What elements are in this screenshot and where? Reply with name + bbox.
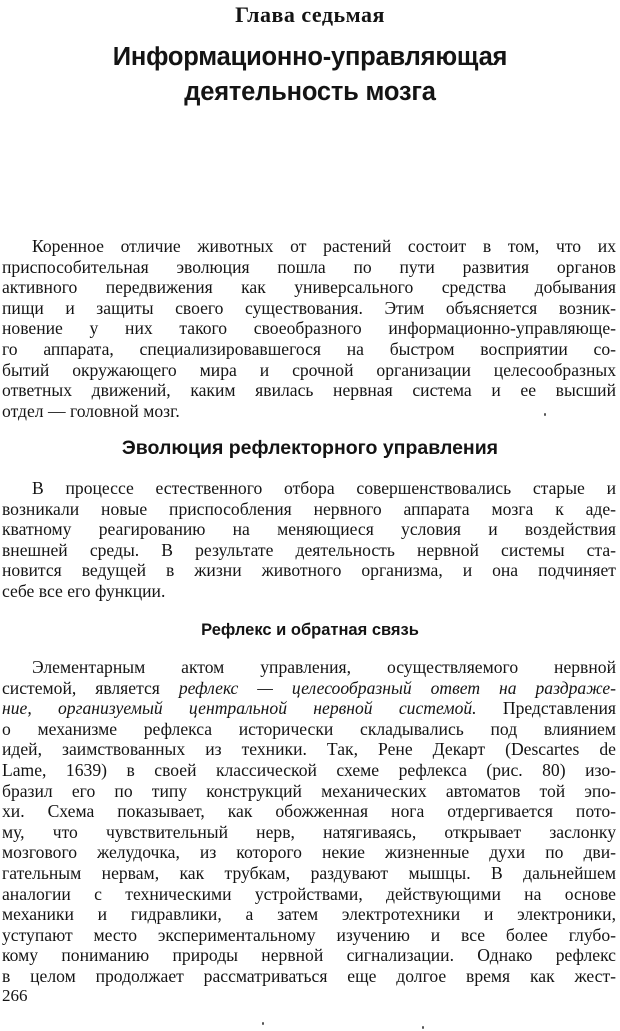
text-line: му, что чувствительный нерв, натягиваясь, открывает заслонку	[2, 821, 616, 842]
reflex-paragraph	[2, 657, 616, 987]
text-line: механики и гидравлики, а затем электротехники и электроники,	[2, 904, 616, 925]
text-line: приспособительная эволюция пошла по пути развития органов	[2, 256, 616, 277]
text-line: пищи и защиты своего существования. Этим объясняется возник-	[2, 297, 616, 318]
text-line: активного передвижения как универсального средства добывания	[2, 277, 616, 298]
text-line: ответных движений, каким явилась нервная система и ее высший	[2, 380, 616, 401]
text-line: кватному реагированию на меняющиеся условия и воздействия	[2, 519, 616, 540]
chapter-title-line-1: Информационно-управляющая	[112, 43, 508, 71]
text-line: бразил его по типу конструкций механических автоматов той эпо-	[2, 780, 616, 801]
text-line: бытий окружающего мира и срочной организации целесообразных	[2, 359, 616, 380]
intro-paragraph	[2, 236, 616, 421]
text-run: системой, является	[2, 677, 179, 698]
text-line: новение у них такого своеобразного информационно-управляюще-	[2, 318, 616, 339]
reflex-definition: рефлекс — целесообразный ответ на раздраже-	[178, 677, 616, 698]
text-line: о механизме рефлекса исторически складывались под влиянием	[2, 718, 616, 739]
text-line: В процессе естественного отбора совершенствовались старые и	[32, 478, 616, 498]
text-line	[2, 678, 616, 699]
text-line: идей, заимствованных из техники. Так, Рене Декарт (Descartes de	[2, 739, 616, 760]
page-number: 266	[2, 986, 28, 1005]
text-line: отдел — головной мозг.	[2, 400, 180, 421]
text-line: внешней среды. В результате деятельность нервной системы ста-	[2, 539, 616, 560]
text-line: возникали новые приспособления нервного аппарата мозга к аде-	[2, 498, 616, 519]
scan-speck	[422, 1026, 424, 1029]
text-line: аналогии с техническими устройствами, действующими на основе	[2, 883, 616, 904]
text-line: кому пониманию природы нервной сигнализации. Однако рефлекс	[2, 945, 616, 966]
text-line: го аппарата, специализировавшегося на быстром восприятии со-	[2, 338, 616, 359]
reflex-definition: ние, организуемый центральной нервной системой.	[2, 698, 477, 719]
text-line: уступают место экспериментальному изучению и все более глубо-	[2, 924, 616, 945]
text-line: гательным нервам, как трубкам, раздувают мышцы. В дальнейшем	[2, 862, 616, 883]
text-line: хи. Схема показывает, как обожженная нога отдергивается пото-	[2, 801, 616, 822]
text-line: новится ведущей в жизни животного организма, и она подчиняет	[2, 560, 616, 581]
scan-speck	[262, 1022, 264, 1025]
text-line: себе все его функции.	[2, 580, 166, 601]
section-heading: Эволюция рефлекторного управления	[121, 437, 499, 459]
text-run: Представления	[476, 698, 616, 719]
chapter-title	[0, 40, 620, 110]
text-line: в целом продолжает рассматриваться еще долгое время как жест-	[2, 965, 616, 986]
scan-speck	[544, 413, 546, 416]
chapter-label: Глава седьмая	[235, 2, 385, 27]
text-line: мозгового желудочка, из которого некие жизненные духи по дви-	[2, 842, 616, 863]
chapter-title-line-2: деятельность мозга	[184, 78, 436, 106]
subsection-heading: Рефлекс и обратная связь	[201, 621, 419, 639]
text-line	[2, 698, 616, 719]
text-line: Коренное отличие животных от растений состоит в том, что их	[32, 236, 616, 256]
text-line: Элементарным актом управления, осуществляемого нервной	[32, 657, 616, 677]
text-line: Lame, 1639) в своей классической схеме рефлекса (рис. 80) изо-	[2, 759, 616, 780]
section-paragraph	[2, 478, 616, 602]
